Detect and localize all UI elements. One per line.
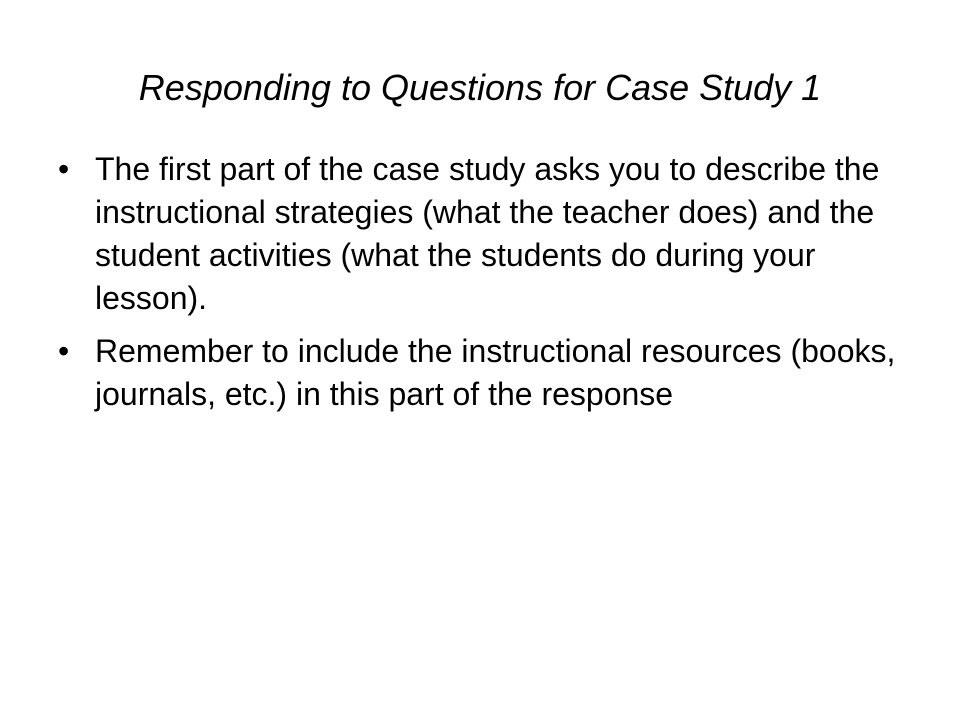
bullet-dot-icon: • bbox=[58, 333, 70, 369]
bullet-item bbox=[58, 148, 918, 320]
bullet-item bbox=[58, 330, 918, 416]
bullet-text: Remember to include the instructional resources (books, journals, etc.) in this part of the response bbox=[95, 333, 896, 412]
bullet-text: The first part of the case study asks you to describe the instructional strategies (what the teacher does) and the student activities (what the students do during your lesson). bbox=[95, 151, 880, 316]
bullet-dot-icon: • bbox=[58, 151, 70, 187]
slide-title: Responding to Questions for Case Study 1 bbox=[138, 67, 822, 108]
bullet-list bbox=[58, 148, 918, 426]
